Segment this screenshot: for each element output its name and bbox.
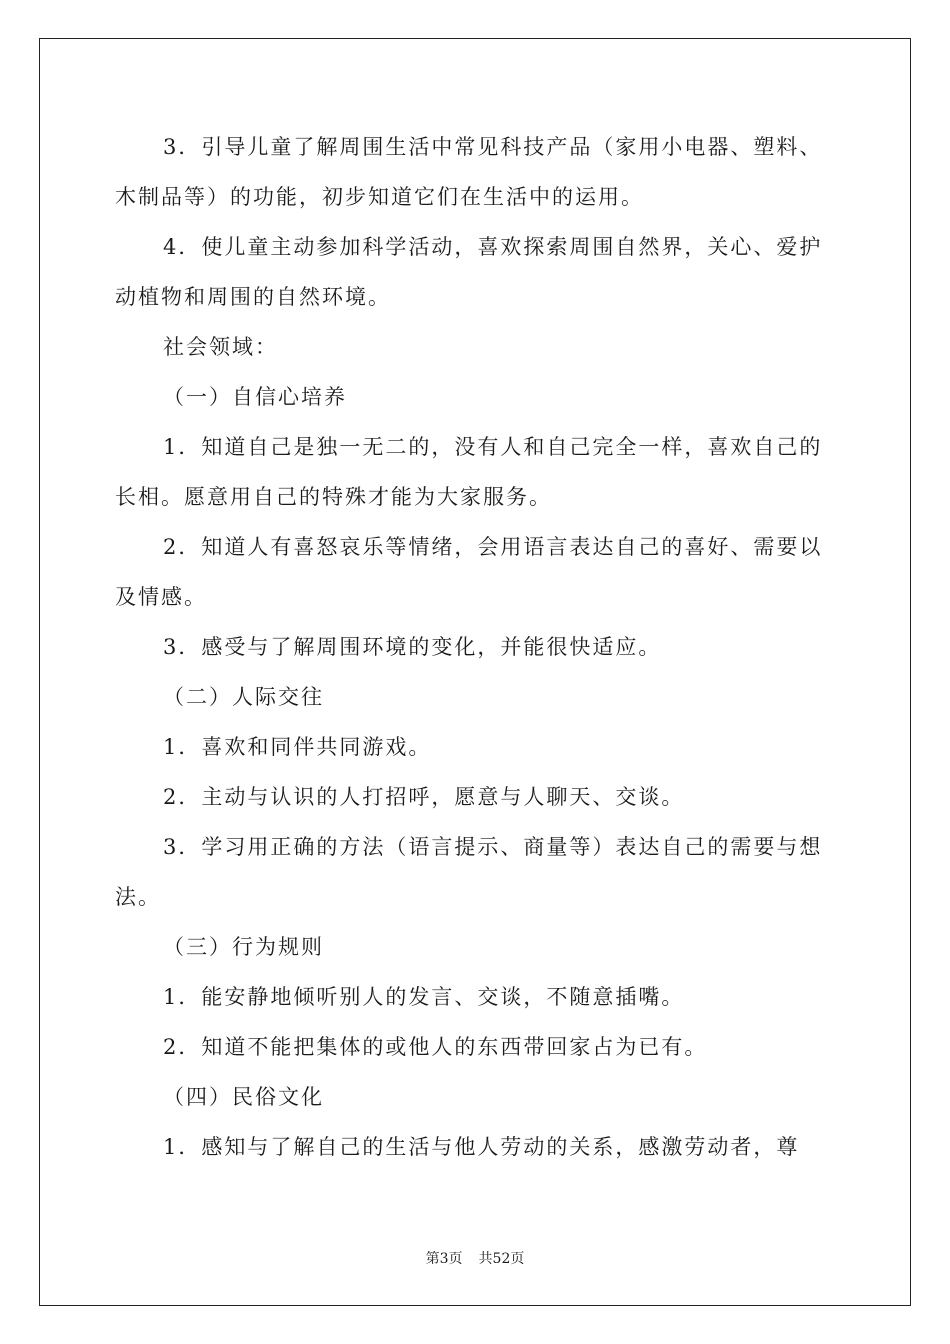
subsection-heading: （二）人际交往 (163, 685, 324, 709)
paragraph: 2．知道不能把集体的或他人的东西带回家占为已有。 (163, 1035, 708, 1059)
paragraph: 1．知道自己是独一无二的，没有人和自己完全一样，喜欢自己的长相。愿意用自己的特殊才能为大家服务。 (115, 435, 823, 509)
paragraph: 2．知道人有喜怒哀乐等情绪，会用语言表达自己的喜好、需要以及情感。 (115, 535, 823, 609)
page-footer (0, 1248, 950, 1268)
page-number-current: 第3页 (425, 1251, 463, 1267)
paragraph: 3．学习用正确的方法（语言提示、商量等）表达自己的需要与想法。 (115, 835, 823, 909)
section-heading: 社会领域： (163, 335, 278, 359)
paragraph: 1．喜欢和同伴共同游戏。 (163, 735, 432, 759)
paragraph: 1．感知与了解自己的生活与他人劳动的关系，感激劳动者，尊 (163, 1135, 800, 1159)
paragraph: 2．主动与认识的人打招呼，愿意与人聊天、交谈。 (163, 785, 685, 809)
paragraph: 3．感受与了解周围环境的变化，并能很快适应。 (163, 635, 662, 659)
page-number-total: 共52页 (478, 1251, 525, 1267)
paragraph: 1．能安静地倾听别人的发言、交谈，不随意插嘴。 (163, 985, 685, 1009)
paragraph: 4．使儿童主动参加科学活动，喜欢探索周围自然界，关心、爱护动植物和周围的自然环境。 (115, 235, 823, 309)
subsection-heading: （一）自信心培养 (163, 385, 347, 409)
subsection-heading: （三）行为规则 (163, 935, 324, 959)
document-body (115, 122, 845, 1172)
subsection-heading: （四）民俗文化 (163, 1085, 324, 1109)
paragraph: 3．引导儿童了解周围生活中常见科技产品（家用小电器、塑料、木制品等）的功能，初步知道它们在生活中的运用。 (115, 135, 823, 209)
